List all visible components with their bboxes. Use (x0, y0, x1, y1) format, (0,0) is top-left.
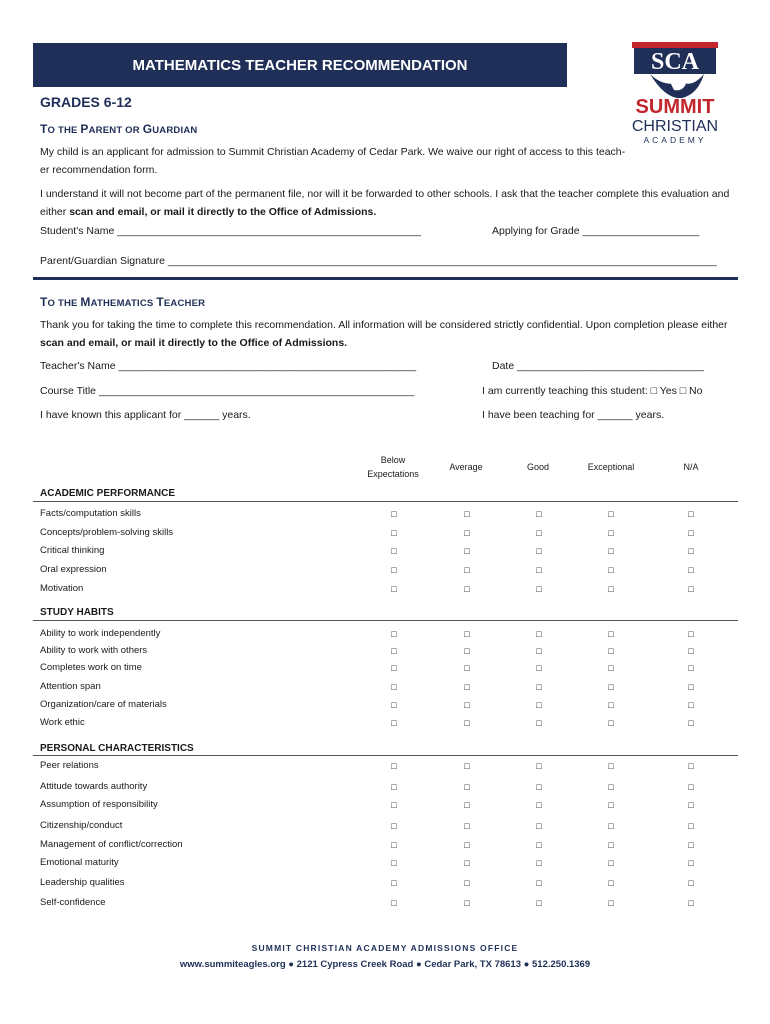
student-name-field[interactable]: Student's Name ____________________________________________________ (40, 225, 421, 237)
rating-checkbox[interactable]: □ (688, 646, 694, 656)
logo-line1: SUMMIT (635, 96, 715, 118)
rating-checkbox[interactable]: □ (536, 858, 542, 868)
rating-checkbox[interactable]: □ (608, 546, 614, 556)
rating-checkbox[interactable]: □ (536, 629, 542, 639)
rating-checkbox[interactable]: □ (391, 682, 397, 692)
rating-item-label: Management of conflict/correction (40, 839, 183, 850)
rating-checkbox[interactable]: □ (688, 840, 694, 850)
rating-checkbox[interactable]: □ (608, 821, 614, 831)
rating-item-label: Attitude towards authority (40, 781, 148, 792)
rating-checkbox[interactable]: □ (464, 565, 470, 575)
rating-checkbox[interactable]: □ (608, 840, 614, 850)
parent-waiver-text: My child is an applicant for admission to Summit Christian Academy of Cedar Park. We waive our right of access to this teach- er recommendation form. (40, 146, 626, 176)
rating-checkbox[interactable]: □ (464, 663, 470, 673)
logo-line3: ACADEMY (643, 135, 707, 145)
rating-checkbox[interactable]: □ (391, 718, 397, 728)
rating-checkbox[interactable]: □ (464, 840, 470, 850)
rating-checkbox[interactable]: □ (608, 528, 614, 538)
column-header: Good (526, 462, 550, 472)
rating-checkbox[interactable]: □ (688, 700, 694, 710)
rating-checkbox[interactable]: □ (464, 858, 470, 868)
rating-checkbox[interactable]: □ (464, 821, 470, 831)
rating-item-label: Peer relations (40, 760, 99, 771)
rating-checkbox[interactable]: □ (688, 663, 694, 673)
rating-item-label: Critical thinking (40, 545, 105, 556)
grades-label: GRADES 6-12 (40, 94, 132, 110)
currently-teaching-field[interactable]: I am currently teaching this student: □ Yes □ No (482, 385, 703, 397)
page-title-text: MATHEMATICS TEACHER RECOMMENDATION (132, 56, 468, 74)
rating-checkbox[interactable]: □ (391, 898, 397, 908)
rating-checkbox[interactable]: □ (391, 821, 397, 831)
course-title-field[interactable]: Course Title ______________________________________________________ (40, 385, 415, 397)
rating-checkbox[interactable]: □ (688, 682, 694, 692)
rating-checkbox[interactable]: □ (536, 682, 542, 692)
rating-checkbox[interactable]: □ (536, 878, 542, 888)
rating-checkbox[interactable]: □ (464, 761, 470, 771)
footer-office: SUMMIT CHRISTIAN ACADEMY ADMISSIONS OFFICE (251, 943, 519, 953)
column-header: N/A (683, 462, 699, 472)
parent-permission-text: I understand it will not become part of the permanent file, nor will it be forwarded to other schools. I ask that the teacher complete this evaluation and either scan and email, or mail it directly to the Office of Admissions. (40, 188, 730, 218)
rating-checkbox[interactable]: □ (536, 761, 542, 771)
rating-checkbox[interactable]: □ (391, 878, 397, 888)
rating-checkbox[interactable]: □ (464, 800, 470, 810)
rating-checkbox[interactable]: □ (688, 546, 694, 556)
rating-checkbox[interactable]: □ (391, 761, 397, 771)
rating-checkbox[interactable]: □ (688, 878, 694, 888)
rating-checkbox[interactable]: □ (608, 565, 614, 575)
rating-checkbox[interactable]: □ (391, 528, 397, 538)
rating-checkbox[interactable]: □ (688, 800, 694, 810)
rating-checkbox[interactable]: □ (536, 646, 542, 656)
rating-checkbox[interactable]: □ (536, 565, 542, 575)
rating-item-label: Emotional maturity (40, 857, 119, 868)
rating-checkbox[interactable]: □ (536, 898, 542, 908)
column-header: Exceptional (587, 462, 635, 472)
parent-section-heading: TO THE PARENT OR GUARDIAN (40, 122, 198, 136)
rating-checkbox[interactable]: □ (464, 898, 470, 908)
rating-checkbox[interactable]: □ (608, 858, 614, 868)
rating-checkbox[interactable]: □ (391, 629, 397, 639)
page-title (33, 43, 567, 87)
rating-item-label: Ability to work independently (40, 628, 161, 639)
rating-checkbox[interactable]: □ (464, 646, 470, 656)
logo-letters: SCA (650, 49, 700, 75)
rating-checkbox[interactable]: □ (391, 584, 397, 594)
rating-checkbox[interactable]: □ (391, 509, 397, 519)
rating-item-label: Completes work on time (40, 662, 142, 673)
rating-item-label: Attention span (40, 681, 101, 692)
rating-checkbox[interactable]: □ (688, 761, 694, 771)
rating-item-label: Facts/computation skills (40, 508, 141, 519)
rating-checkbox[interactable]: □ (608, 898, 614, 908)
rating-checkbox[interactable]: □ (536, 509, 542, 519)
rating-checkbox[interactable]: □ (688, 509, 694, 519)
teacher-section-heading: TO THE MATHEMATICS TEACHER (40, 295, 206, 309)
rating-checkbox[interactable]: □ (391, 800, 397, 810)
rating-item-label: Assumption of responsibility (40, 799, 158, 810)
rating-checkbox[interactable]: □ (391, 700, 397, 710)
rating-checkbox[interactable]: □ (536, 528, 542, 538)
rating-checkbox[interactable]: □ (536, 718, 542, 728)
rating-checkbox[interactable]: □ (608, 878, 614, 888)
category-divider (33, 620, 738, 621)
known-applicant-field[interactable]: I have known this applicant for ______ years. (40, 409, 251, 421)
rating-checkbox[interactable]: □ (536, 584, 542, 594)
rating-checkbox[interactable]: □ (464, 700, 470, 710)
rating-item-label: Organization/care of materials (40, 699, 167, 710)
rating-checkbox[interactable]: □ (536, 546, 542, 556)
rating-checkbox[interactable]: □ (464, 878, 470, 888)
teacher-name-field[interactable]: Teacher's Name ___________________________________________________ (40, 360, 417, 372)
rating-checkbox[interactable]: □ (608, 782, 614, 792)
category-heading: PERSONAL CHARACTERISTICS (40, 743, 194, 754)
rating-checkbox[interactable]: □ (608, 509, 614, 519)
guardian-signature-field[interactable]: Parent/Guardian Signature ______________________________________________________________________________________________ (40, 255, 717, 267)
rating-checkbox[interactable]: □ (464, 629, 470, 639)
rating-checkbox[interactable]: □ (688, 858, 694, 868)
rating-checkbox[interactable]: □ (608, 682, 614, 692)
rating-checkbox[interactable]: □ (608, 646, 614, 656)
rating-checkbox[interactable]: □ (391, 546, 397, 556)
teaching-for-field[interactable]: I have been teaching for ______ years. (482, 409, 665, 421)
rating-checkbox[interactable]: □ (464, 782, 470, 792)
rating-checkbox[interactable]: □ (391, 840, 397, 850)
rating-checkbox[interactable]: □ (536, 663, 542, 673)
column-header: Below Expectations (367, 455, 419, 479)
section-divider (33, 277, 738, 280)
rating-checkbox[interactable]: □ (688, 821, 694, 831)
rating-checkbox[interactable]: □ (536, 800, 542, 810)
eagle-logo-icon (612, 38, 738, 148)
rating-checkbox[interactable]: □ (391, 782, 397, 792)
rating-checkbox[interactable]: □ (688, 629, 694, 639)
rating-item-label: Leadership qualities (40, 877, 125, 888)
rating-checkbox[interactable]: □ (391, 646, 397, 656)
rating-checkbox[interactable]: □ (688, 718, 694, 728)
rating-checkbox[interactable]: □ (391, 663, 397, 673)
rating-checkbox[interactable]: □ (688, 565, 694, 575)
footer-contact: www.summiteagles.org ● 2121 Cypress Creek Road ● Cedar Park, TX 78613 ● 512.250.1369 (179, 959, 591, 970)
rating-checkbox[interactable]: □ (608, 718, 614, 728)
rating-checkbox[interactable]: □ (391, 858, 397, 868)
rating-checkbox[interactable]: □ (608, 800, 614, 810)
rating-checkbox[interactable]: □ (608, 761, 614, 771)
applying-grade-field[interactable]: Applying for Grade ____________________ (492, 225, 700, 237)
rating-checkbox[interactable]: □ (608, 700, 614, 710)
rating-checkbox[interactable]: □ (464, 546, 470, 556)
rating-checkbox[interactable]: □ (688, 782, 694, 792)
rating-item-label: Oral expression (40, 564, 107, 575)
category-divider (33, 501, 738, 502)
category-heading: ACADEMIC PERFORMANCE (40, 488, 175, 499)
rating-checkbox[interactable]: □ (536, 700, 542, 710)
teacher-intro-text: Thank you for taking the time to complete this recommendation. All information will be considered strictly confidential. Upon completion please either scan and email, or mail it directly to the Office of Admissions. (40, 319, 728, 349)
rating-checkbox[interactable]: □ (536, 782, 542, 792)
column-header: Average (449, 462, 483, 472)
rating-checkbox[interactable]: □ (464, 509, 470, 519)
rating-checkbox[interactable]: □ (464, 718, 470, 728)
category-divider (33, 755, 738, 756)
rating-item-label: Work ethic (40, 717, 85, 728)
logo-line2: CHRISTIAN (631, 118, 719, 135)
date-field[interactable]: Date ________________________________ (492, 360, 704, 372)
rating-checkbox[interactable]: □ (536, 840, 542, 850)
category-heading: STUDY HABITS (40, 607, 114, 618)
rating-item-label: Self-confidence (40, 897, 106, 908)
rating-item-label: Ability to work with others (40, 645, 148, 656)
rating-checkbox[interactable]: □ (608, 663, 614, 673)
rating-checkbox[interactable]: □ (608, 584, 614, 594)
rating-checkbox[interactable]: □ (536, 821, 542, 831)
rating-checkbox[interactable]: □ (464, 682, 470, 692)
rating-checkbox[interactable]: □ (391, 565, 397, 575)
rating-checkbox[interactable]: □ (464, 528, 470, 538)
rating-item-label: Citizenship/conduct (40, 820, 123, 831)
school-logo (612, 38, 738, 148)
rating-checkbox[interactable]: □ (464, 584, 470, 594)
rating-checkbox[interactable]: □ (688, 898, 694, 908)
rating-checkbox[interactable]: □ (608, 629, 614, 639)
rating-item-label: Motivation (40, 583, 84, 594)
rating-checkbox[interactable]: □ (688, 584, 694, 594)
rating-checkbox[interactable]: □ (688, 528, 694, 538)
rating-item-label: Concepts/problem-solving skills (40, 527, 174, 538)
